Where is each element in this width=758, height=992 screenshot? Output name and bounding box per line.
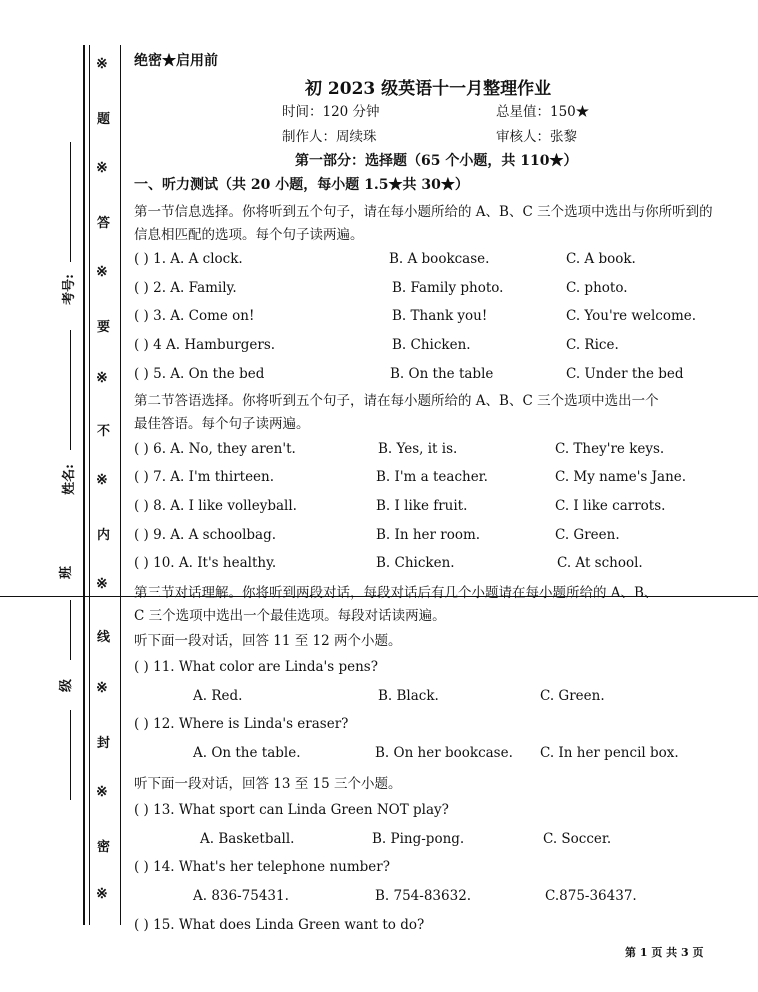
dialogue-instruction: 听下面一段对话，回答 11 至 12 两个小题。	[134, 633, 402, 649]
star-mark: ※	[96, 160, 108, 176]
binding-char: 题	[97, 112, 111, 127]
part-heading: 第一部分：选择题（65 个小题，共 110★）	[295, 153, 578, 169]
option-c: C. Soccer.	[543, 831, 612, 847]
class-label: 班	[59, 565, 75, 580]
sec1-instruction: 第一节信息选择。你将听到五个句子，请在每小题所给的 A、B、C 三个选项中选出与你所听到的	[134, 204, 713, 220]
option-b: B. In her room.	[376, 527, 481, 543]
grade-blank	[70, 710, 71, 800]
question: ( ) 10. A. It's healthy.	[134, 555, 277, 571]
question: ( ) 4 A. Hamburgers.	[134, 337, 276, 353]
grade-label: 级	[59, 678, 75, 693]
binding-char: 封	[97, 736, 111, 751]
option-b: B. Family photo.	[392, 280, 504, 296]
option-c: C. A book.	[566, 251, 636, 267]
option-c: C. My name's Jane.	[555, 469, 687, 485]
option-c: C. Green.	[540, 688, 605, 704]
total-score: 总星值：150★	[496, 104, 590, 120]
star-mark: ※	[96, 576, 108, 592]
binding-char: 内	[97, 528, 111, 543]
question: ( ) 14. What's her telephone number?	[134, 859, 390, 875]
option-b: B. Chicken.	[392, 337, 471, 353]
question: ( ) 1. A. A clock.	[134, 251, 243, 267]
page-number: 第 1 页 共 3 页	[625, 946, 704, 959]
exam-no-blank	[70, 142, 71, 262]
option-a: A. Red.	[193, 688, 243, 704]
dialogue-instruction: 听下面一段对话，回答 13 至 15 三个小题。	[134, 776, 402, 792]
star-mark: ※	[96, 264, 108, 280]
question: ( ) 6. A. No, they aren't.	[134, 441, 296, 457]
page-title: 初 2023 级英语十一月整理作业	[305, 79, 552, 99]
option-b: B. Thank you!	[392, 308, 488, 324]
option-a: A. 836-75431.	[193, 888, 289, 904]
option-b: B. Chicken.	[376, 555, 455, 571]
secret-label: 绝密★启用前	[134, 53, 218, 69]
option-b: B. Yes, it is.	[378, 441, 458, 457]
option-b: B. On the table	[390, 366, 494, 382]
question: ( ) 8. A. I like volleyball.	[134, 498, 297, 514]
option-c: C. Green.	[555, 527, 620, 543]
option-c: C. You're welcome.	[566, 308, 697, 324]
sec2-instruction: 最佳答语。每个句子读两遍。	[134, 416, 310, 432]
option-a: A. On the table.	[193, 745, 301, 761]
question: ( ) 2. A. Family.	[134, 280, 237, 296]
binding-char: 不	[97, 424, 111, 439]
question: ( ) 13. What sport can Linda Green NOT play?	[134, 802, 449, 818]
option-c: C. Rice.	[566, 337, 619, 353]
star-mark: ※	[96, 370, 108, 386]
binding-char: 要	[97, 320, 111, 335]
option-c: C.875-36437.	[545, 888, 637, 904]
binding-char: 密	[97, 840, 111, 855]
option-b: B. On her bookcase.	[375, 745, 513, 761]
exam-no-label: 考号:	[61, 274, 77, 305]
option-a: A. Basketball.	[200, 831, 295, 847]
sec3-instruction: 第三节对话理解。你将听到两段对话，每段对话后有几个小题请在每小题所给的 A、B、	[134, 585, 658, 601]
question: ( ) 11. What color are Linda's pens?	[134, 659, 378, 675]
star-mark: ※	[96, 680, 108, 696]
option-b: B. Black.	[378, 688, 439, 704]
binding-line-outer	[83, 45, 85, 925]
question: ( ) 5. A. On the bed	[134, 366, 265, 382]
reviewer: 审核人：张黎	[496, 129, 577, 145]
author: 制作人：周续珠	[282, 129, 377, 145]
question: ( ) 7. A. I'm thirteen.	[134, 469, 275, 485]
star-mark: ※	[96, 56, 108, 72]
option-b: B. Ping-pong.	[372, 831, 465, 847]
option-c: C. Under the bed	[566, 366, 684, 382]
exam-time: 时间：120 分钟	[282, 104, 380, 120]
sec2-instruction: 第二节答语选择。你将听到五个句子，请在每小题所给的 A、B、C 三个选项中选出一个	[134, 393, 659, 409]
option-c: C. photo.	[566, 280, 628, 296]
sec3-instruction: C 三个选项中选出一个最佳选项。每段对话读两遍。	[134, 608, 446, 624]
option-b: B. I'm a teacher.	[376, 469, 488, 485]
option-c: C. I like carrots.	[555, 498, 666, 514]
question: ( ) 9. A. A schoolbag.	[134, 527, 277, 543]
binding-line-inner	[89, 45, 90, 925]
question: ( ) 3. A. Come on!	[134, 308, 255, 324]
option-c: C. In her pencil box.	[540, 745, 679, 761]
option-b: B. A bookcase.	[389, 251, 490, 267]
class-blank	[70, 600, 71, 660]
sec1-instruction: 信息相匹配的选项。每个句子读两遍。	[134, 227, 364, 243]
section-heading: 一、听力测试（共 20 小题，每小题 1.5★共 30★）	[134, 177, 469, 193]
option-c: C. At school.	[557, 555, 643, 571]
star-mark: ※	[96, 886, 108, 902]
binding-line-right	[120, 45, 121, 925]
name-label: 姓名:	[61, 464, 77, 495]
binding-char: 线	[97, 630, 111, 645]
binding-char: 答	[97, 216, 111, 231]
star-mark: ※	[96, 472, 108, 488]
question: ( ) 15. What does Linda Green want to do?	[134, 917, 425, 933]
question: ( ) 12. Where is Linda's eraser?	[134, 716, 349, 732]
option-b: B. I like fruit.	[376, 498, 468, 514]
star-mark: ※	[96, 784, 108, 800]
option-b: B. 754-83632.	[375, 888, 472, 904]
option-c: C. They're keys.	[555, 441, 665, 457]
name-blank	[70, 330, 71, 450]
